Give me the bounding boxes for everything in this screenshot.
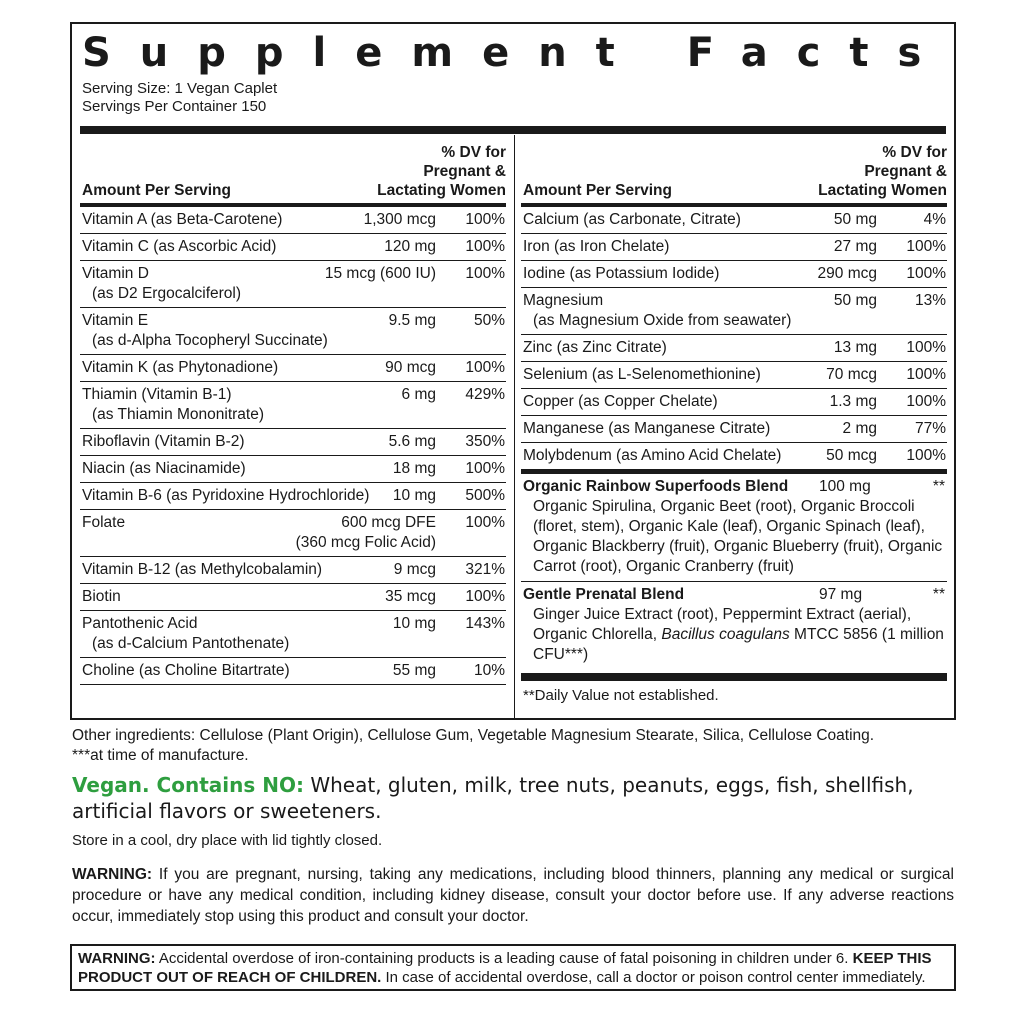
amount-per-serving-heading: Amount Per Serving <box>82 182 231 199</box>
nutrient-name: Biotin <box>82 588 121 605</box>
nutrient-amount: 9.5 mg <box>388 312 436 329</box>
nutrient-name: Manganese (as Manganese Citrate) <box>523 420 771 437</box>
nutrient-dv: 100% <box>906 238 946 255</box>
nutrient-amount: 50 mg <box>833 292 877 309</box>
nutrient-dv: 50% <box>473 312 505 329</box>
column-divider <box>514 135 515 718</box>
general-warning: WARNING: If you are pregnant, nursing, taking any medications, including blood thinners, planning any medical or surgical procedure or have any medical condition, including kidney disease, consult your doctor before use. If any adverse reactions occur, immediately stop using this product and consult your doctor. <box>72 866 954 925</box>
manufacture-note: ***at time of manufacture. <box>72 747 249 764</box>
nutrient-source: (as d-Calcium Pantothenate) <box>92 635 290 652</box>
nutrient-source: (as Magnesium Oxide from seawater) <box>533 312 792 329</box>
nutrient-dv: 100% <box>906 339 946 356</box>
nutrient-amount: 90 mcg <box>385 359 436 376</box>
nutrient-name: Vitamin C (as Ascorbic Acid) <box>82 238 277 255</box>
blend-description: Organic Spirulina, Organic Beet (root), Organic Broccoli (floret, stem), Organic Kale (leaf), Organic Spinach (leaf), Organic Blackberry (fruit), Organic Blueberry (fruit), Organic Carrot (root), Organic Cranberry (fruit) <box>533 498 943 575</box>
nutrient-amount: 600 mcg DFE (360 mcg Folic Acid) <box>295 514 436 551</box>
nutrient-name: Pantothenic Acid <box>82 615 198 632</box>
nutrient-row <box>80 355 506 382</box>
nutrient-amount: 50 mg <box>833 211 877 228</box>
right-column-header <box>521 137 947 207</box>
nutrient-name: Zinc (as Zinc Citrate) <box>523 339 667 356</box>
nutrient-dv: 100% <box>465 514 505 531</box>
nutrient-name: Selenium (as L-Selenomethionine) <box>523 366 761 383</box>
right-column <box>521 137 947 704</box>
nutrient-dv: 143% <box>465 615 505 632</box>
nutrient-amount: 35 mcg <box>385 588 436 605</box>
nutrient-dv: 100% <box>906 265 946 282</box>
blend-rainbow-superfoods <box>521 470 947 582</box>
nutrient-dv: 100% <box>906 447 946 464</box>
blend-amount: 97 mg <box>819 586 863 603</box>
amount-per-serving-heading: Amount Per Serving <box>523 182 672 199</box>
nutrient-dv: 4% <box>923 211 946 228</box>
nutrient-amount: 1,300 mcg <box>363 211 436 228</box>
nutrient-dv: 100% <box>465 460 505 477</box>
blend-gentle-prenatal <box>521 582 947 669</box>
nutrient-dv: 77% <box>914 420 946 437</box>
nutrient-row <box>521 288 947 335</box>
nutrient-amount: 120 mg <box>384 238 436 255</box>
nutrient-row <box>80 382 506 429</box>
nutrient-name: Vitamin D <box>82 265 149 282</box>
nutrient-source: (as D2 Ergocalciferol) <box>92 285 242 302</box>
nutrient-dv: 100% <box>465 265 505 282</box>
left-column <box>80 137 506 685</box>
nutrient-amount: 70 mcg <box>826 366 877 383</box>
serving-size: Serving Size: 1 Vegan Caplet <box>82 80 278 97</box>
nutrient-dv: 100% <box>465 359 505 376</box>
nutrient-row <box>521 443 947 470</box>
blend-bottom-bar <box>521 673 947 681</box>
nutrient-dv: 429% <box>465 386 505 403</box>
panel-title: Supplement Facts <box>82 30 951 76</box>
nutrient-amount: 50 mcg <box>826 447 877 464</box>
nutrient-amount: 18 mg <box>392 460 436 477</box>
nutrient-dv: 13% <box>914 292 946 309</box>
blend-amount: 100 mg <box>819 478 871 495</box>
nutrient-amount: 6 mg <box>401 386 436 403</box>
dv-heading: % DV for Pregnant & Lactating Women <box>818 144 947 199</box>
vegan-statement: Vegan. Contains NO: Wheat, gluten, milk, tree nuts, peanuts, eggs, fish, shellfish, artificial flavors or sweeteners. <box>72 773 914 823</box>
other-ingredients: Other ingredients: Cellulose (Plant Origin), Cellulose Gum, Vegetable Magnesium Stearate, Silica, Cellulose Coating. ***at time of manufacture. <box>72 726 952 766</box>
blend-dv: ** <box>932 478 945 495</box>
nutrient-amount: 10 mg <box>392 615 436 632</box>
nutrient-source: (as Thiamin Mononitrate) <box>92 406 265 423</box>
nutrient-amount: 15 mcg (600 IU) <box>324 265 436 282</box>
nutrient-row <box>80 483 506 510</box>
nutrient-row <box>80 429 506 456</box>
nutrient-row <box>80 557 506 584</box>
nutrient-row <box>80 261 506 308</box>
nutrient-amount: 27 mg <box>833 238 877 255</box>
nutrient-dv: 100% <box>465 211 505 228</box>
nutrient-dv: 500% <box>465 487 505 504</box>
nutrient-amount: 55 mg <box>392 662 436 679</box>
blend-name: Organic Rainbow Superfoods Blend <box>523 478 789 495</box>
nutrient-amount: 10 mg <box>392 487 436 504</box>
nutrient-name: Copper (as Copper Chelate) <box>523 393 718 410</box>
blend-description: Ginger Juice Extract (root), Peppermint Extract (aerial), Organic Chlorella, Bacillus coagulans MTCC 5856 (1 million CFU***) <box>533 606 944 663</box>
nutrient-name: Vitamin K (as Phytonadione) <box>82 359 279 376</box>
vegan-label: Vegan. Contains NO: <box>72 773 304 797</box>
nutrient-name: Iodine (as Potassium Iodide) <box>523 265 720 282</box>
nutrient-row <box>521 389 947 416</box>
dv-heading: % DV for Pregnant & Lactating Women <box>377 144 506 199</box>
nutrient-row <box>80 658 506 685</box>
right-nutrient-list <box>521 207 947 470</box>
nutrient-row <box>80 308 506 355</box>
nutrient-dv: 100% <box>465 588 505 605</box>
nutrient-dv: 100% <box>906 393 946 410</box>
nutrient-dv: 350% <box>465 433 505 450</box>
nutrient-row <box>521 416 947 443</box>
servings-per-container: Servings Per Container 150 <box>82 98 267 115</box>
nutrient-row <box>521 234 947 261</box>
nutrient-name: Riboflavin (Vitamin B-2) <box>82 433 245 450</box>
nutrient-dv: 10% <box>473 662 505 679</box>
nutrient-row <box>521 362 947 389</box>
nutrient-name: Choline (as Choline Bitartrate) <box>82 662 290 679</box>
nutrient-amount: 5.6 mg <box>388 433 436 450</box>
nutrient-dv: 321% <box>465 561 505 578</box>
nutrient-row <box>80 207 506 234</box>
blend-name: Gentle Prenatal Blend <box>523 586 685 603</box>
nutrient-name: Niacin (as Niacinamide) <box>82 460 246 477</box>
nutrient-row <box>80 611 506 658</box>
nutrient-dv: 100% <box>465 238 505 255</box>
nutrient-name: Calcium (as Carbonate, Citrate) <box>523 211 741 228</box>
nutrient-amount: 290 mcg <box>817 265 877 282</box>
nutrient-amount: 2 mg <box>842 420 877 437</box>
serving-info <box>82 80 277 116</box>
nutrient-row <box>80 584 506 611</box>
nutrient-dv: 100% <box>906 366 946 383</box>
nutrient-row <box>521 207 947 234</box>
nutrient-name: Folate <box>82 514 126 531</box>
dv-footnote: **Daily Value not established. <box>523 687 719 704</box>
nutrient-name: Vitamin E <box>82 312 149 329</box>
nutrient-name: Vitamin A (as Beta-Carotene) <box>82 211 283 228</box>
nutrient-name: Iron (as Iron Chelate) <box>523 238 670 255</box>
storage-instructions: Store in a cool, dry place with lid tightly closed. <box>72 832 383 849</box>
nutrient-source: (as d-Alpha Tocopheryl Succinate) <box>92 332 328 349</box>
nutrient-name: Magnesium <box>523 292 604 309</box>
iron-warning-box: WARNING: Accidental overdose of iron-containing products is a leading cause of fatal poisoning in children under 6. KEEP THIS PRODUCT OUT OF REACH OF CHILDREN. In case of accidental overdose, call a doctor or poison control center immediately. <box>70 944 956 991</box>
nutrient-row <box>80 510 506 557</box>
nutrient-row <box>80 234 506 261</box>
nutrient-amount: 9 mcg <box>393 561 436 578</box>
supplement-facts-panel <box>70 22 956 720</box>
nutrient-name: Vitamin B-12 (as Methylcobalamin) <box>82 561 323 578</box>
nutrient-name: Molybdenum (as Amino Acid Chelate) <box>523 447 782 464</box>
nutrient-row <box>521 261 947 288</box>
nutrient-row <box>80 456 506 483</box>
blend-dv: ** <box>932 586 945 603</box>
nutrient-name: Thiamin (Vitamin B-1) <box>82 386 232 403</box>
nutrient-amount: 1.3 mg <box>829 393 877 410</box>
top-divider-bar <box>80 126 946 134</box>
nutrient-row <box>521 335 947 362</box>
nutrient-name: Vitamin B-6 (as Pyridoxine Hydrochloride) <box>82 487 370 504</box>
left-column-header <box>80 137 506 207</box>
nutrient-amount: 13 mg <box>833 339 877 356</box>
left-nutrient-list <box>80 207 506 685</box>
